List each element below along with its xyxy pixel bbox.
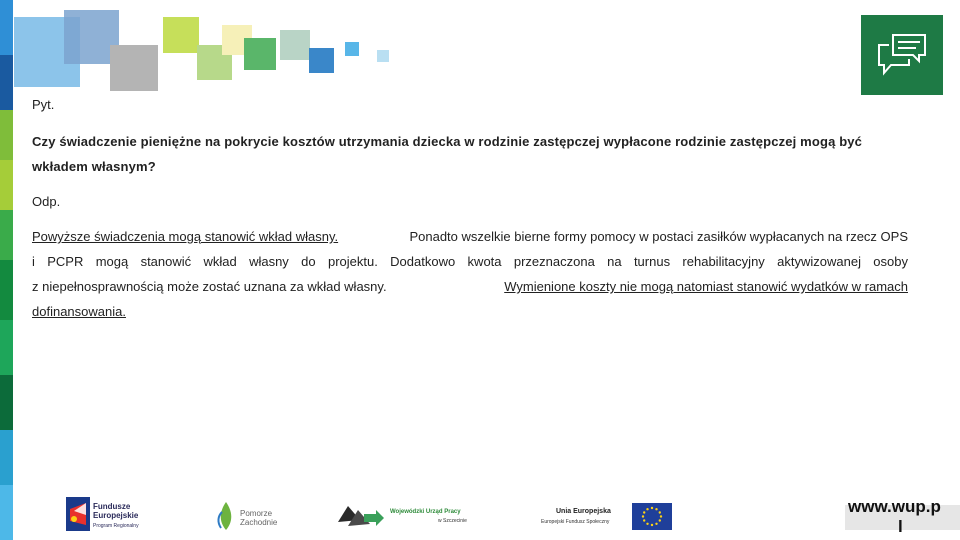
stripe-segment: [0, 210, 13, 260]
eu-flag-icon: [632, 503, 672, 530]
pomorze-label-2: Zachodnie: [240, 518, 278, 527]
question-label: Pyt.: [32, 97, 55, 112]
stripe-segment: [0, 430, 13, 485]
stripe-segment: [0, 160, 13, 210]
website-text-cont[interactable]: l: [898, 517, 903, 536]
stripe-segment: [0, 260, 13, 320]
eu-funds-label-1: Fundusze: [93, 502, 131, 511]
answer-text-line-2: i PCPR mogą stanowić wkład własny do projektu. Dodatkowo kwota przeznaczona na turnus rehabilitacyjny aktywizowanej osoby: [32, 254, 908, 269]
eu-funds-emblem-icon: [66, 497, 90, 531]
deco-square: [377, 50, 389, 62]
answer-underlined-statement: Powyższe świadczenia mogą stanowić wkład własny.: [32, 229, 339, 244]
stripe-segment: [0, 55, 13, 110]
stripe-segment: [0, 320, 13, 375]
deco-square: [110, 45, 158, 91]
deco-square: [244, 38, 276, 70]
answer-text-line-3: [32, 279, 908, 295]
answer-text: Ponadto wszelkie bierne formy pomocy w postaci zasiłków wypłacanych na rzecz OPS: [409, 229, 908, 244]
eu-funds-label-3: Program Regionalny: [93, 523, 139, 529]
leaf-icon: [215, 500, 237, 532]
footer-logos: [0, 490, 960, 540]
deco-square: [345, 42, 359, 56]
pomorze-zachodnie-logo: [215, 500, 237, 537]
answer-text-line-4: dofinansowania.: [32, 304, 126, 319]
eu-flag-logo: [632, 503, 672, 535]
deco-square: [163, 17, 199, 53]
eu-funds-logo: [66, 497, 90, 531]
eu-funds-label-2: Europejskie: [93, 511, 139, 520]
wup-label-2: w Szczecinie: [438, 518, 467, 524]
stripe-segment: [0, 375, 13, 430]
answer-text: z niepełnosprawnością może zostać uznana za wkład własny.: [32, 279, 387, 294]
website-link[interactable]: [848, 497, 941, 537]
pomorze-label-1: Pomorze: [240, 509, 273, 518]
stripe-segment: [0, 0, 13, 55]
wup-emblem-icon: [338, 502, 384, 528]
question-text-line-2: wkładem własnym?: [32, 159, 156, 174]
website-text[interactable]: www.wup.p: [848, 497, 941, 516]
eu-label-1: Unia Europejska: [556, 508, 611, 515]
speech-bubbles-icon-box: [861, 15, 943, 95]
wup-label-1: Wojewódzki Urząd Pracy: [390, 509, 461, 515]
question-text-line-1: Czy świadczenie pieniężne na pokrycie kosztów utrzymania dziecka w rodzinie zastępczej wypłacone rodzinie zastępczej mogą być: [32, 134, 863, 149]
stripe-segment: [0, 110, 13, 160]
answer-underlined-statement: Wymienione koszty nie mogą natomiast stanowić wydatków w ramach: [504, 279, 908, 294]
deco-square: [309, 48, 334, 73]
answer-label: Odp.: [32, 194, 61, 209]
deco-square: [280, 30, 310, 60]
speech-bubbles-icon: [874, 31, 930, 79]
wup-logo: [338, 502, 384, 533]
answer-text-line-1: [32, 229, 908, 245]
eu-label-2: Europejski Fundusz Społeczny: [541, 519, 610, 525]
